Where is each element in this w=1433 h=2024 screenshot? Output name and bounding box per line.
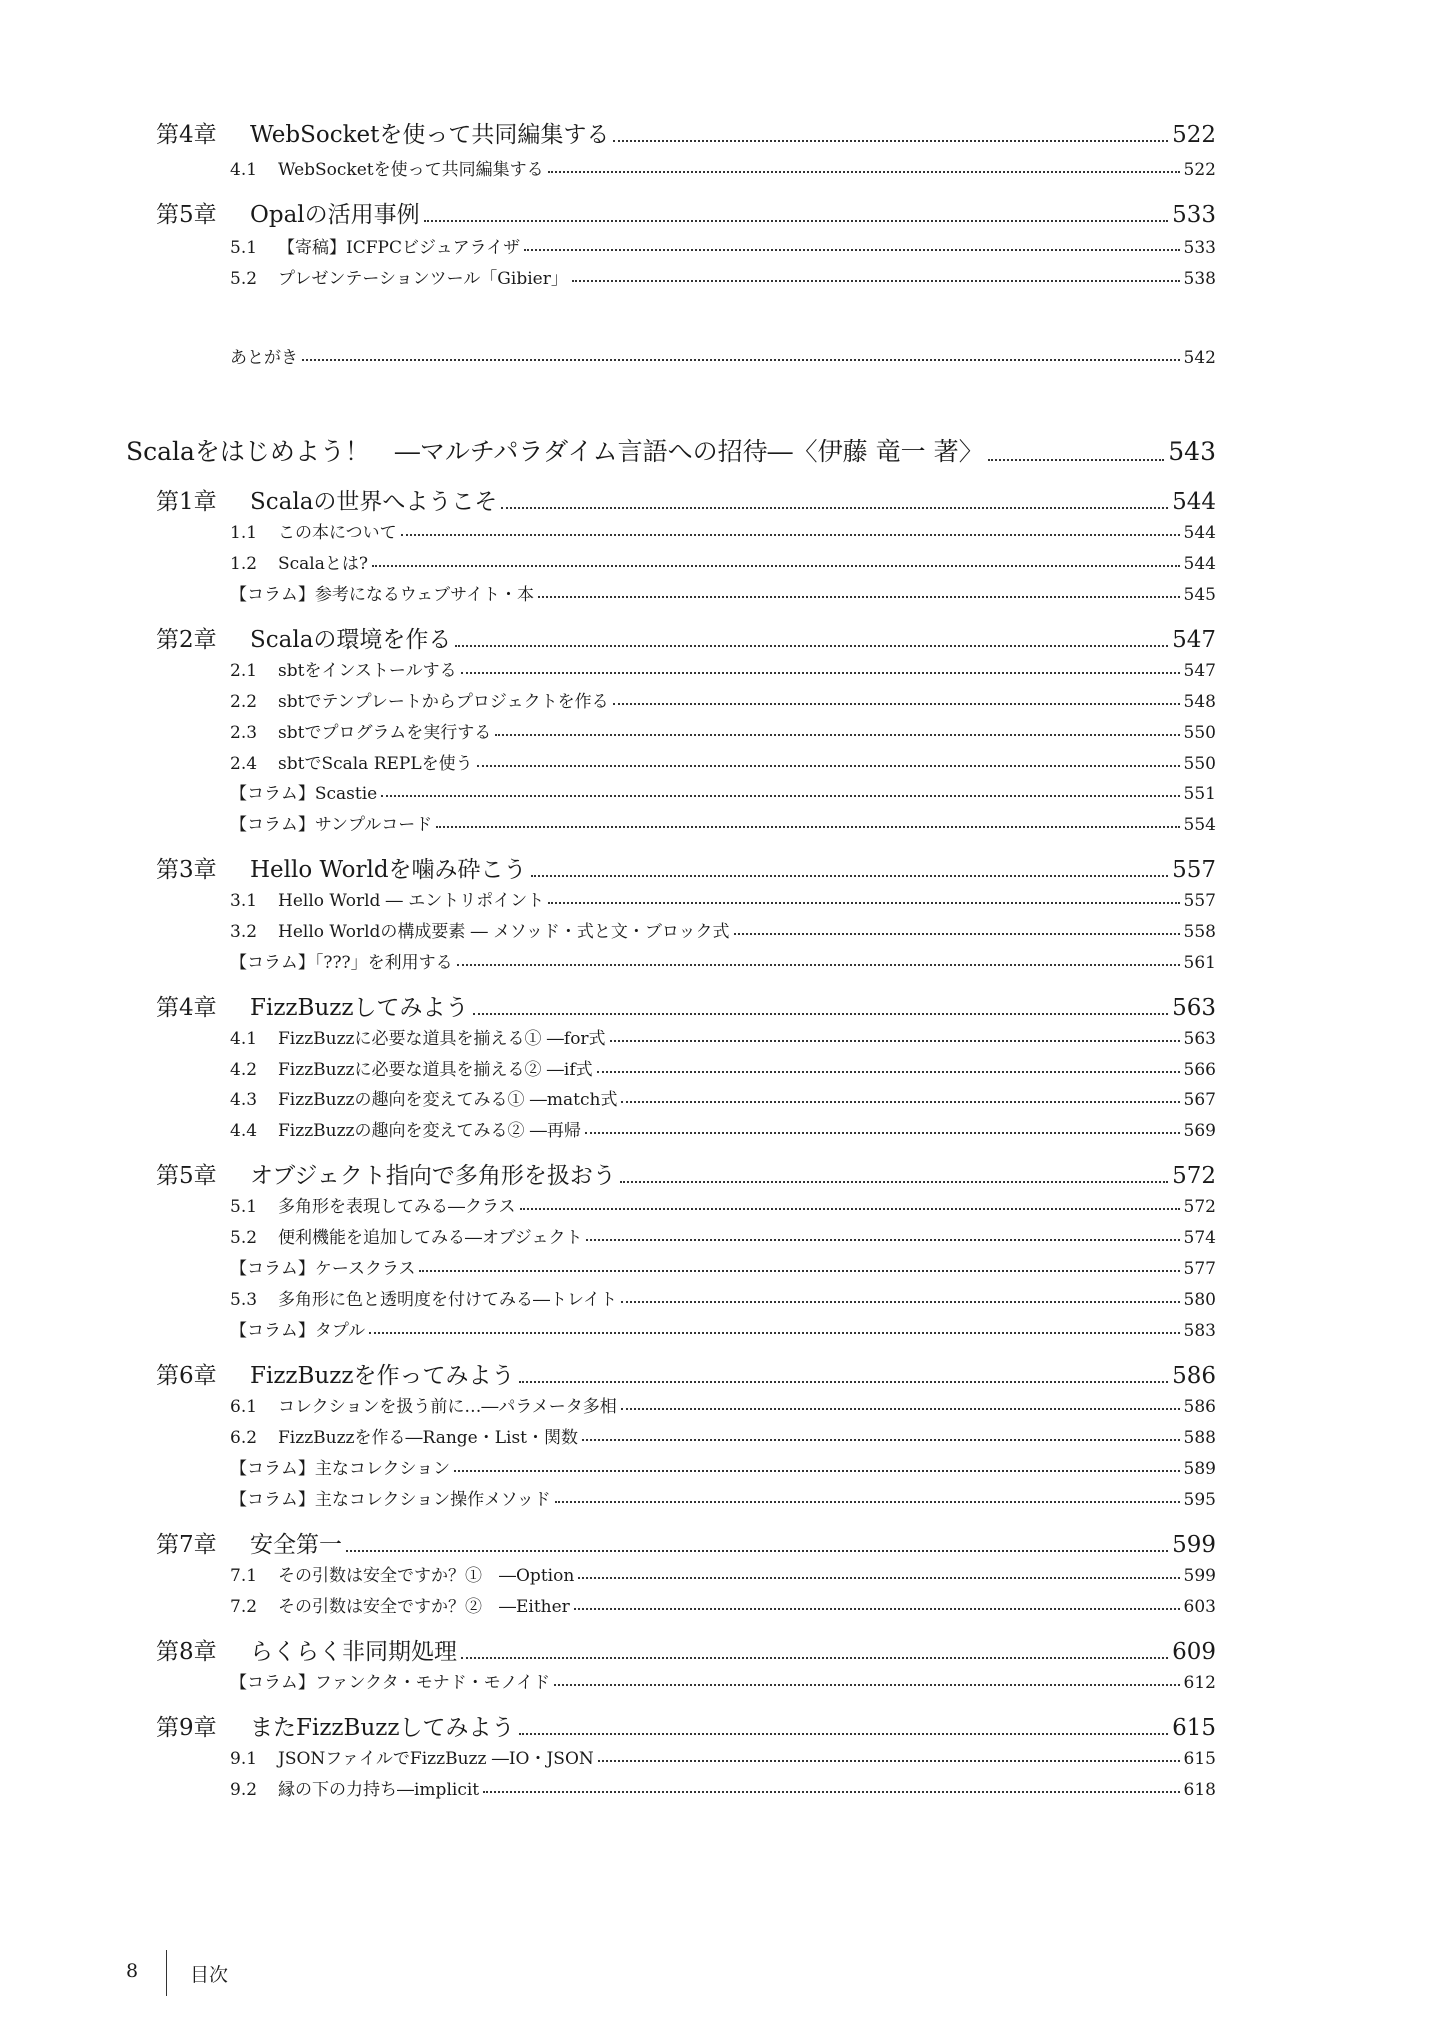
toc-page-number: 554 <box>1183 815 1216 835</box>
toc-entry-title: 多角形に色と透明度を付けてみる―トレイト <box>278 1290 618 1310</box>
dot-leader <box>621 1101 1179 1103</box>
dot-leader <box>520 1208 1180 1210</box>
dot-leader <box>620 1181 1168 1183</box>
toc-entry-title: JSONファイルでFizzBuzz ―IO・JSON <box>278 1749 594 1769</box>
toc-page-number: 544 <box>1172 489 1216 515</box>
toc-entry-title: 【コラム】サンプルコード <box>230 815 433 835</box>
toc-chapter-row <box>156 621 1216 654</box>
toc-entry-title: 【コラム】主なコレクション操作メソッド <box>230 1490 551 1510</box>
toc-page-number: 599 <box>1172 1532 1216 1558</box>
toc-entry-title: 縁の下の力持ち―implicit <box>278 1780 480 1800</box>
toc-section-row <box>230 1744 1216 1769</box>
toc-entry-label <box>230 518 397 543</box>
toc-entry-label <box>230 1285 617 1310</box>
toc-entry-title: FizzBuzzの趣向を変えてみる① ―match式 <box>278 1090 618 1110</box>
toc-entry-label <box>156 1526 342 1559</box>
toc-page-number: 533 <box>1183 238 1216 258</box>
toc-section-row <box>230 1285 1216 1310</box>
dot-leader <box>538 596 1180 598</box>
toc-entry-title: 便利機能を追加してみる―オブジェクト <box>278 1228 583 1248</box>
toc-entry-label <box>230 1223 582 1248</box>
chapter-number: 第4章 <box>156 122 217 148</box>
toc-section-row <box>230 1423 1216 1448</box>
dot-leader <box>988 459 1165 461</box>
toc-section-row <box>230 155 1216 180</box>
toc-entry-title: プレゼンテーションツール「Gibier」 <box>278 269 568 289</box>
toc-section-row <box>230 1561 1216 1586</box>
toc-section-row <box>230 1223 1216 1248</box>
toc-chapter-row <box>156 989 1216 1022</box>
toc-page-number: 588 <box>1183 1428 1216 1448</box>
dot-leader <box>461 1657 1168 1659</box>
toc-entry-title: 【コラム】ケースクラス <box>230 1259 416 1279</box>
toc-entry-label <box>230 1055 593 1080</box>
toc-page-number: 561 <box>1183 953 1216 973</box>
toc-entry-label <box>156 196 420 229</box>
dot-leader <box>519 1733 1169 1735</box>
toc-page-number: 566 <box>1183 1060 1216 1080</box>
toc-entry-label <box>230 1192 516 1217</box>
toc-entry-title: Hello World ― エントリポイント <box>278 891 545 911</box>
toc-entry-label <box>230 948 453 973</box>
toc-page-number: 558 <box>1183 922 1216 942</box>
toc-page-number: 580 <box>1183 1290 1216 1310</box>
chapter-number: 第5章 <box>156 1163 217 1189</box>
toc-page-number: 577 <box>1183 1259 1216 1279</box>
toc-page-number: 586 <box>1183 1397 1216 1417</box>
toc-entry-title: Hello Worldを噛み砕こう <box>250 857 527 883</box>
toc-page-number: 543 <box>1168 437 1216 466</box>
chapter-number: 第9章 <box>156 1715 217 1741</box>
section-number: 5.1 <box>230 238 258 258</box>
toc-entry-title: Opalの活用事例 <box>250 202 420 228</box>
toc-chapter-row <box>156 1633 1216 1666</box>
section-number: 7.2 <box>230 1597 258 1617</box>
toc-entry-label <box>230 1392 617 1417</box>
section-number: 9.1 <box>230 1749 258 1769</box>
toc-page-number: 550 <box>1183 754 1216 774</box>
section-number: 5.3 <box>230 1290 258 1310</box>
toc-entry-label <box>230 1116 581 1141</box>
toc-chapter-row <box>156 1157 1216 1190</box>
toc-entry-title: FizzBuzzに必要な道具を揃える② ―if式 <box>278 1060 593 1080</box>
section-number: 4.1 <box>230 1029 258 1049</box>
toc-section-row <box>230 687 1216 712</box>
toc-chapter-row <box>156 483 1216 516</box>
dot-leader <box>531 875 1169 877</box>
toc-entry-title: Scalaとは? <box>278 554 368 574</box>
toc-section-row <box>230 948 1216 973</box>
toc-entry-title: らくらく非同期処理 <box>250 1639 457 1665</box>
toc-entry-label <box>230 1744 594 1769</box>
toc-section-row <box>230 1392 1216 1417</box>
section-number: 4.4 <box>230 1121 258 1141</box>
dot-leader <box>613 140 1168 142</box>
toc-entry-label <box>230 549 368 574</box>
toc-page-number: 542 <box>1183 348 1216 368</box>
section-number: 3.2 <box>230 922 258 942</box>
toc-entry-title: sbtでプログラムを実行する <box>278 723 492 743</box>
toc-section-row <box>230 656 1216 681</box>
toc-entry-label <box>230 1775 479 1800</box>
dot-leader <box>501 507 1168 509</box>
toc-entry-title: その引数は安全ですか？② ―Either <box>278 1597 570 1617</box>
dot-leader <box>610 1040 1180 1042</box>
dot-leader <box>461 672 1180 674</box>
toc-section-row <box>230 549 1216 574</box>
toc-entry-title: FizzBuzzの趣向を変えてみる② ―再帰 <box>278 1121 581 1141</box>
dot-leader <box>346 1550 1168 1552</box>
toc-entry-title: 【コラム】「???」を利用する <box>230 953 453 973</box>
section-number: 5.1 <box>230 1197 258 1217</box>
toc-section-row <box>230 264 1216 289</box>
dot-leader <box>548 902 1179 904</box>
chapter-number: 第8章 <box>156 1639 217 1665</box>
toc-chapter-row <box>156 116 1216 149</box>
dot-leader <box>369 1332 1179 1334</box>
toc-entry-label <box>230 1668 550 1693</box>
toc-section-row <box>230 518 1216 543</box>
toc-section-row <box>230 1592 1216 1617</box>
toc-entry-label <box>156 1157 616 1190</box>
toc-entry-label <box>156 621 451 654</box>
toc-section-row <box>230 1775 1216 1800</box>
toc-section-row <box>230 1116 1216 1141</box>
toc-entry-label <box>230 1316 365 1341</box>
toc-entry-label <box>230 1454 450 1479</box>
toc-page-number: 586 <box>1172 1363 1216 1389</box>
dot-leader <box>613 703 1180 705</box>
toc-entry-label <box>230 580 534 605</box>
toc-page-number: 557 <box>1172 857 1216 883</box>
dot-leader <box>473 1013 1169 1015</box>
toc-section-row <box>230 343 1216 368</box>
toc-entry-title: 【コラム】主なコレクション <box>230 1459 451 1479</box>
toc-entry-title: FizzBuzzに必要な道具を揃える① ―for式 <box>278 1029 606 1049</box>
toc-page-number: 609 <box>1172 1639 1216 1665</box>
chapter-number: 第1章 <box>156 489 217 515</box>
toc-entry-title: Scalaの世界へようこそ <box>250 489 498 515</box>
toc-entry-label <box>230 155 544 180</box>
toc-entry-label <box>156 1709 515 1742</box>
toc-entry-title: WebSocketを使って共同編集する <box>278 160 544 180</box>
toc-entry-title: sbtをインストールする <box>278 661 457 681</box>
toc-page-number: 563 <box>1172 995 1216 1021</box>
toc-entry-label <box>126 432 984 468</box>
toc-entry-label <box>156 483 497 516</box>
toc-entry-title: WebSocketを使って共同編集する <box>250 122 610 148</box>
toc-section-row <box>230 1024 1216 1049</box>
toc-section-row <box>230 1085 1216 1110</box>
toc-section-row <box>230 917 1216 942</box>
toc-section-row <box>230 1485 1216 1510</box>
toc-chapter-row <box>156 1357 1216 1390</box>
dot-leader <box>555 1501 1180 1503</box>
toc-page-number: 522 <box>1183 160 1216 180</box>
dot-leader <box>586 1239 1179 1241</box>
toc-section-row <box>230 1192 1216 1217</box>
toc-chapter-row <box>156 196 1216 229</box>
toc-entry-label <box>156 851 527 884</box>
dot-leader <box>483 1791 1179 1793</box>
toc-entry-label <box>230 233 520 258</box>
dot-leader <box>419 1270 1179 1272</box>
dot-leader <box>372 565 1180 567</box>
toc-entry-label <box>230 886 544 911</box>
toc-entry-label <box>230 1592 570 1617</box>
section-number: 2.4 <box>230 754 258 774</box>
toc-page-number: 547 <box>1183 661 1216 681</box>
toc-section-row <box>230 886 1216 911</box>
toc-entry-title: FizzBuzzを作ってみよう <box>250 1363 515 1389</box>
section-number: 5.2 <box>230 269 258 289</box>
dot-leader <box>574 1608 1180 1610</box>
toc-page-number: 533 <box>1172 202 1216 228</box>
toc-page-number: 557 <box>1183 891 1216 911</box>
toc-page-number: 545 <box>1183 585 1216 605</box>
toc-page-number: 544 <box>1183 554 1216 574</box>
chapter-number: 第3章 <box>156 857 217 883</box>
toc-entry-label <box>230 1254 415 1279</box>
toc-entry-title: 【コラム】タプル <box>230 1321 366 1341</box>
section-number: 4.1 <box>230 160 258 180</box>
dot-leader <box>585 1132 1180 1134</box>
section-number: 5.2 <box>230 1228 258 1248</box>
page-number: 8 <box>126 1960 139 1982</box>
toc-entry-title: 【コラム】参考になるウェブサイト・本 <box>230 585 534 605</box>
toc-entry-label <box>230 1485 551 1510</box>
toc-entry-label <box>230 1423 578 1448</box>
chapter-number: 第2章 <box>156 627 217 653</box>
running-title: 目次 <box>190 1964 229 1986</box>
toc-page-number: 595 <box>1183 1490 1216 1510</box>
toc-page-number: 522 <box>1172 122 1216 148</box>
dot-leader <box>455 645 1168 647</box>
toc-section-row <box>230 233 1216 258</box>
toc-entry-label <box>230 1085 617 1110</box>
toc-entry-title: 安全第一 <box>250 1532 342 1558</box>
toc-entry-title: sbtでScala REPLを使う <box>278 754 473 774</box>
toc-section-row <box>230 1254 1216 1279</box>
section-number: 6.2 <box>230 1428 258 1448</box>
section-number: 2.1 <box>230 661 258 681</box>
toc-entry-label <box>156 1633 457 1666</box>
toc-entry-label <box>230 1561 574 1586</box>
footer-divider <box>166 1950 167 1996</box>
dot-leader <box>548 171 1180 173</box>
dot-leader <box>621 1408 1180 1410</box>
dot-leader <box>436 826 1179 828</box>
toc-page-number: 612 <box>1183 1673 1216 1693</box>
dot-leader <box>401 534 1180 536</box>
toc-section-row <box>230 779 1216 804</box>
toc-page-number: 572 <box>1172 1163 1216 1189</box>
section-number: 7.1 <box>230 1566 258 1586</box>
section-number: 6.1 <box>230 1397 258 1417</box>
toc-page-number: 569 <box>1183 1121 1216 1141</box>
section-number: 2.3 <box>230 723 258 743</box>
toc-entry-title: sbtでテンプレートからプロジェクトを作る <box>278 692 609 712</box>
toc-page-number: 551 <box>1183 784 1216 804</box>
dot-leader <box>582 1439 1180 1441</box>
toc-entry-title: 多角形を表現してみる―クラス <box>278 1197 516 1217</box>
section-number: 9.2 <box>230 1780 258 1800</box>
toc-entry-title: またFizzBuzzしてみよう <box>250 1715 515 1741</box>
toc-entry-title: オブジェクト指向で多角形を扱おう <box>250 1163 616 1189</box>
chapter-number: 第7章 <box>156 1532 217 1558</box>
section-number: 3.1 <box>230 891 258 911</box>
toc-chapter-row <box>156 1526 1216 1559</box>
toc-section-row <box>230 718 1216 743</box>
section-number: 4.3 <box>230 1090 258 1110</box>
toc-page-number: 583 <box>1183 1321 1216 1341</box>
toc-entry-label <box>230 687 609 712</box>
section-number: 1.1 <box>230 523 258 543</box>
toc-page-number: 572 <box>1183 1197 1216 1217</box>
chapter-number: 第5章 <box>156 202 217 228</box>
toc-entry-label <box>230 718 491 743</box>
section-number: 1.2 <box>230 554 258 574</box>
toc-page-number: 548 <box>1183 692 1216 712</box>
toc-entry-title: Hello Worldの構成要素 ― メソッド・式と文・ブロック式 <box>278 922 730 942</box>
toc-entry-title: あとがき <box>230 348 298 368</box>
toc-page-number: 599 <box>1183 1566 1216 1586</box>
dot-leader <box>457 964 1180 966</box>
toc-entry-title: Scalaの環境を作る <box>250 627 452 653</box>
toc-entry-label <box>230 917 730 942</box>
toc-section-row <box>230 1055 1216 1080</box>
dot-leader <box>621 1301 1179 1303</box>
toc-entry-label <box>230 343 298 368</box>
toc-entry-label <box>156 116 609 149</box>
dot-leader <box>477 765 1180 767</box>
toc-entry-label <box>230 264 568 289</box>
dot-leader <box>454 1470 1179 1472</box>
toc-chapter-row <box>156 1709 1216 1742</box>
toc-section-row <box>230 1454 1216 1479</box>
toc-entry-label <box>156 1357 515 1390</box>
toc-section-row <box>230 1668 1216 1693</box>
toc-entry-label <box>230 656 457 681</box>
toc-entry-label <box>230 749 473 774</box>
toc-page-number: 603 <box>1183 1597 1216 1617</box>
toc-page-number: 615 <box>1183 1749 1216 1769</box>
toc-entry-title: コレクションを扱う前に…―パラメータ多相 <box>278 1397 617 1417</box>
toc-entry-title: 【寄稿】ICFPCビジュアライザ <box>278 238 521 258</box>
section-number: 4.2 <box>230 1060 258 1080</box>
toc-page-number: 589 <box>1183 1459 1216 1479</box>
dot-leader <box>302 359 1180 361</box>
toc-section-row <box>230 810 1216 835</box>
toc-section-row <box>230 749 1216 774</box>
toc-section-row <box>230 1316 1216 1341</box>
toc-page-number: 538 <box>1183 269 1216 289</box>
toc-page-number: 547 <box>1172 627 1216 653</box>
chapter-number: 第4章 <box>156 995 217 1021</box>
toc-page-number: 618 <box>1183 1780 1216 1800</box>
toc-entry-title: 【コラム】Scastie <box>230 784 378 804</box>
dot-leader <box>495 734 1179 736</box>
toc-entry-label <box>230 810 432 835</box>
toc-entry-label <box>156 989 469 1022</box>
dot-leader <box>578 1577 1179 1579</box>
toc-page-number: 550 <box>1183 723 1216 743</box>
dot-leader <box>519 1381 1169 1383</box>
toc-chapter-row <box>156 851 1216 884</box>
toc-entry-title: その引数は安全ですか？① ―Option <box>278 1566 575 1586</box>
toc-entry-label <box>230 1024 606 1049</box>
dot-leader <box>734 933 1180 935</box>
toc-entry-title: FizzBuzzを作る―Range・List・関数 <box>278 1428 578 1448</box>
toc-entry-title: 【コラム】ファンクタ・モナド・モノイド <box>230 1673 551 1693</box>
toc-section-row <box>230 580 1216 605</box>
dot-leader <box>424 220 1168 222</box>
toc-page-number: 567 <box>1183 1090 1216 1110</box>
toc-entry-label <box>230 779 377 804</box>
toc-entry-title: Scalaをはじめよう！ ―マルチパラダイム言語への招待―〈伊藤 竜一 著〉 <box>126 437 984 466</box>
toc-book-row <box>126 432 1216 468</box>
toc-page-number: 574 <box>1183 1228 1216 1248</box>
dot-leader <box>598 1760 1180 1762</box>
toc-page-number: 544 <box>1183 523 1216 543</box>
dot-leader <box>597 1071 1180 1073</box>
chapter-number: 第6章 <box>156 1363 217 1389</box>
toc-page-number: 615 <box>1172 1715 1216 1741</box>
dot-leader <box>572 280 1180 282</box>
section-number: 2.2 <box>230 692 258 712</box>
toc-entry-title: この本について <box>278 523 397 543</box>
dot-leader <box>554 1684 1179 1686</box>
toc-entry-title: FizzBuzzしてみよう <box>250 995 469 1021</box>
dot-leader <box>381 795 1179 797</box>
dot-leader <box>524 249 1179 251</box>
toc-page-number: 563 <box>1183 1029 1216 1049</box>
